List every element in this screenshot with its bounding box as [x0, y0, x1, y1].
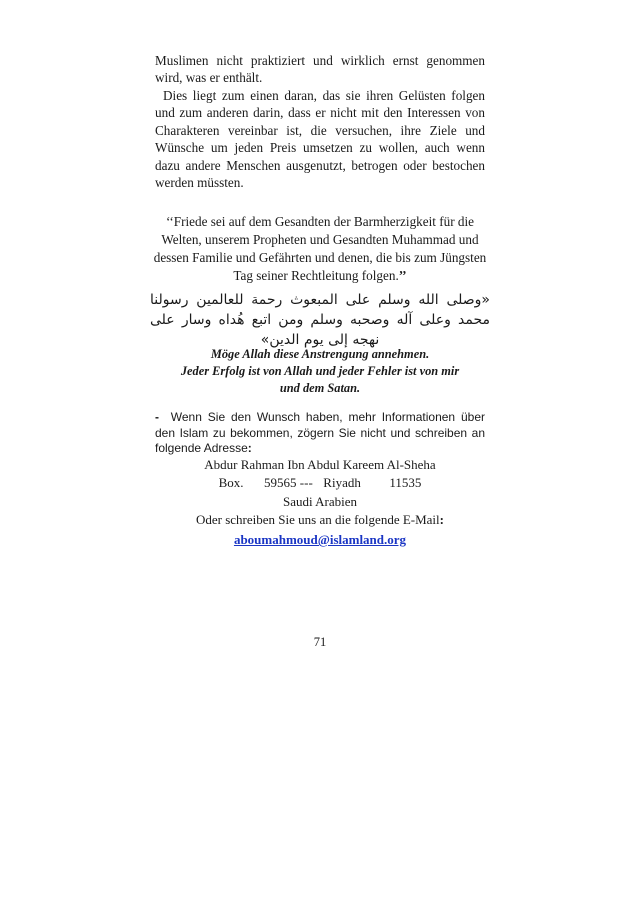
arabic-text: «وصلى الله وسلم على المبعوث رحمة للعالمين رسولنا محمد وعلى آله وصحبه وسلم ومن اتبع هُداه وسار على نهجه إلى يوم الدين» — [150, 292, 490, 348]
email-link[interactable]: aboumahmoud@islamland.org — [233, 532, 407, 547]
email-prompt-text: Oder schreiben Sie uns an die folgende E-Mail — [195, 512, 440, 527]
contact-intro-text: Wenn Sie den Wunsch haben, mehr Informationen über den Islam zu bekommen, zögern Sie nicht und schreiben an folgende Adresse — [155, 410, 485, 455]
blessing-quote — [150, 213, 490, 285]
contact-intro-colon: : — [247, 441, 252, 455]
paragraph-2-text: Dies liegt zum einen daran, das sie ihren Gelüsten folgen und zum anderen darin, dass er nicht mit den Interessen von Charakteren vereinbar ist, die versuchen, ihre Ziele und Wünsche um jeden Preis umsetzen zu wollen, auch wenn dazu andere Menschen ausgenutzt, betrogen oder bestochen werden müssten. — [155, 88, 485, 191]
contact-name: Abdur Rahman Ibn Abdul Kareem Al-Sheha — [204, 457, 436, 472]
email-prompt-colon: : — [439, 512, 445, 527]
page-number: 71 — [313, 635, 327, 649]
country: Saudi Arabien — [282, 494, 357, 509]
email-prompt — [150, 511, 490, 529]
contact-intro — [155, 410, 485, 457]
arabic-blessing — [150, 290, 490, 350]
paragraph-continuation — [155, 52, 485, 87]
paragraph-main — [155, 87, 485, 191]
prayer-line-3: und dem Satan. — [279, 381, 361, 396]
contact-dash: - — [155, 410, 159, 424]
prayer-line-2: Jeder Erfolg ist von Allah und jeder Fehler ist von mir — [180, 364, 460, 379]
postal-address — [150, 474, 490, 492]
email-line — [150, 531, 490, 549]
quote-text: ‘‘Friede sei auf dem Gesandten der Barmherzigkeit für die Welten, unserem Propheten und Gesandten Muhammad und dessen Familie und Gefährten und denen, die bis zum Jüngsten Tag seiner Rechtleitung folgen. — [153, 214, 487, 283]
box-number: 59565 --- — [264, 475, 313, 490]
postal-code: 11535 — [389, 475, 422, 490]
prayer-block — [150, 346, 490, 398]
prayer-line-1: Möge Allah diese Anstrengung annehmen. — [210, 347, 430, 361]
box-label: Box. — [218, 475, 244, 490]
city: Riyadh — [323, 475, 361, 490]
quote-closing-mark: ’’ — [398, 268, 407, 283]
paragraph-1-text: Muslimen nicht praktiziert und wirklich ernst genommen wird, was er enthält. — [155, 53, 485, 86]
